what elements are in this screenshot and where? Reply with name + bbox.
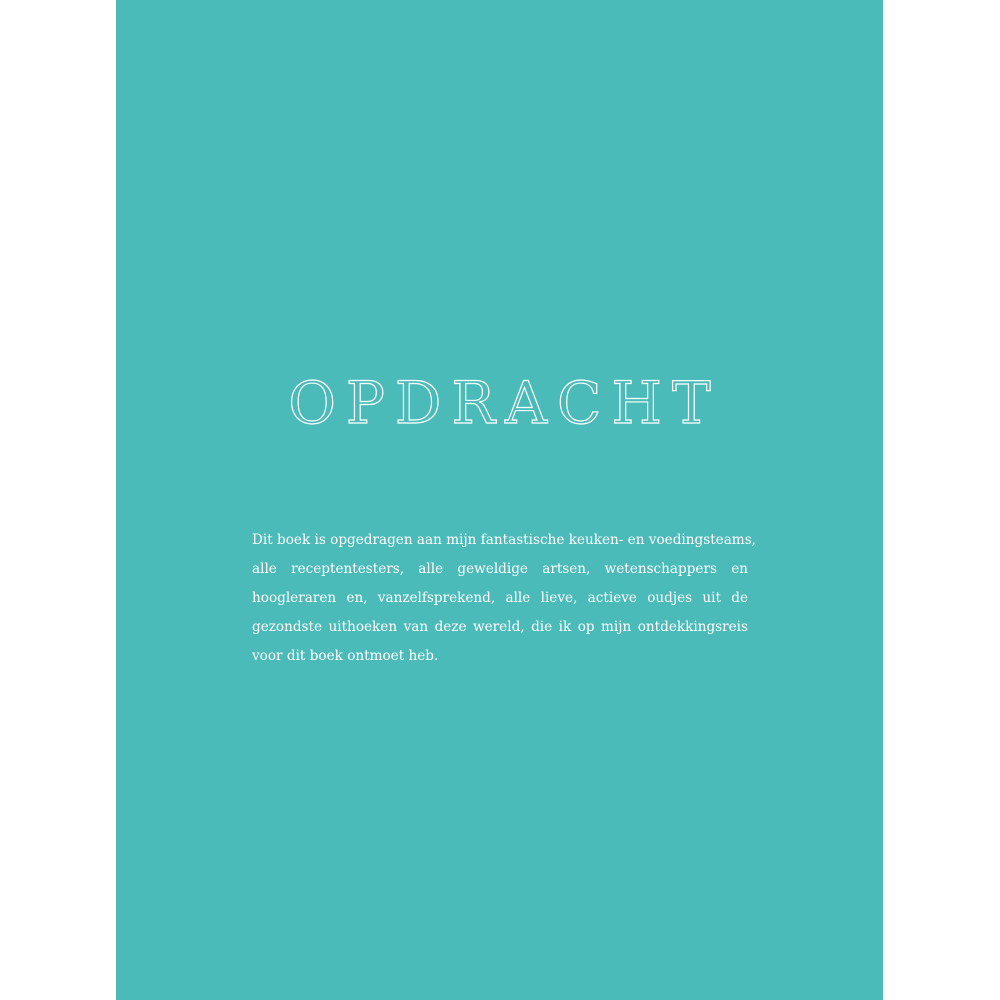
book-page bbox=[116, 0, 883, 1000]
dedication-line: alle receptentesters, alle geweldige artsen, wetenschappers en bbox=[252, 561, 748, 577]
dedication-line: gezondste uithoeken van deze wereld, die ik op mijn ontdekkingsreis bbox=[252, 619, 748, 635]
dedication-line: hoogleraren en, vanzelfsprekend, alle lieve, actieve oudjes uit de bbox=[252, 590, 748, 606]
dedication-text bbox=[252, 526, 756, 671]
dedication-line: Dit boek is opgedragen aan mijn fantastische keuken- en voedingsteams, bbox=[252, 532, 756, 548]
dedication-line: voor dit boek ontmoet heb. bbox=[252, 648, 439, 664]
page-title: OPDRACHT bbox=[288, 369, 721, 437]
